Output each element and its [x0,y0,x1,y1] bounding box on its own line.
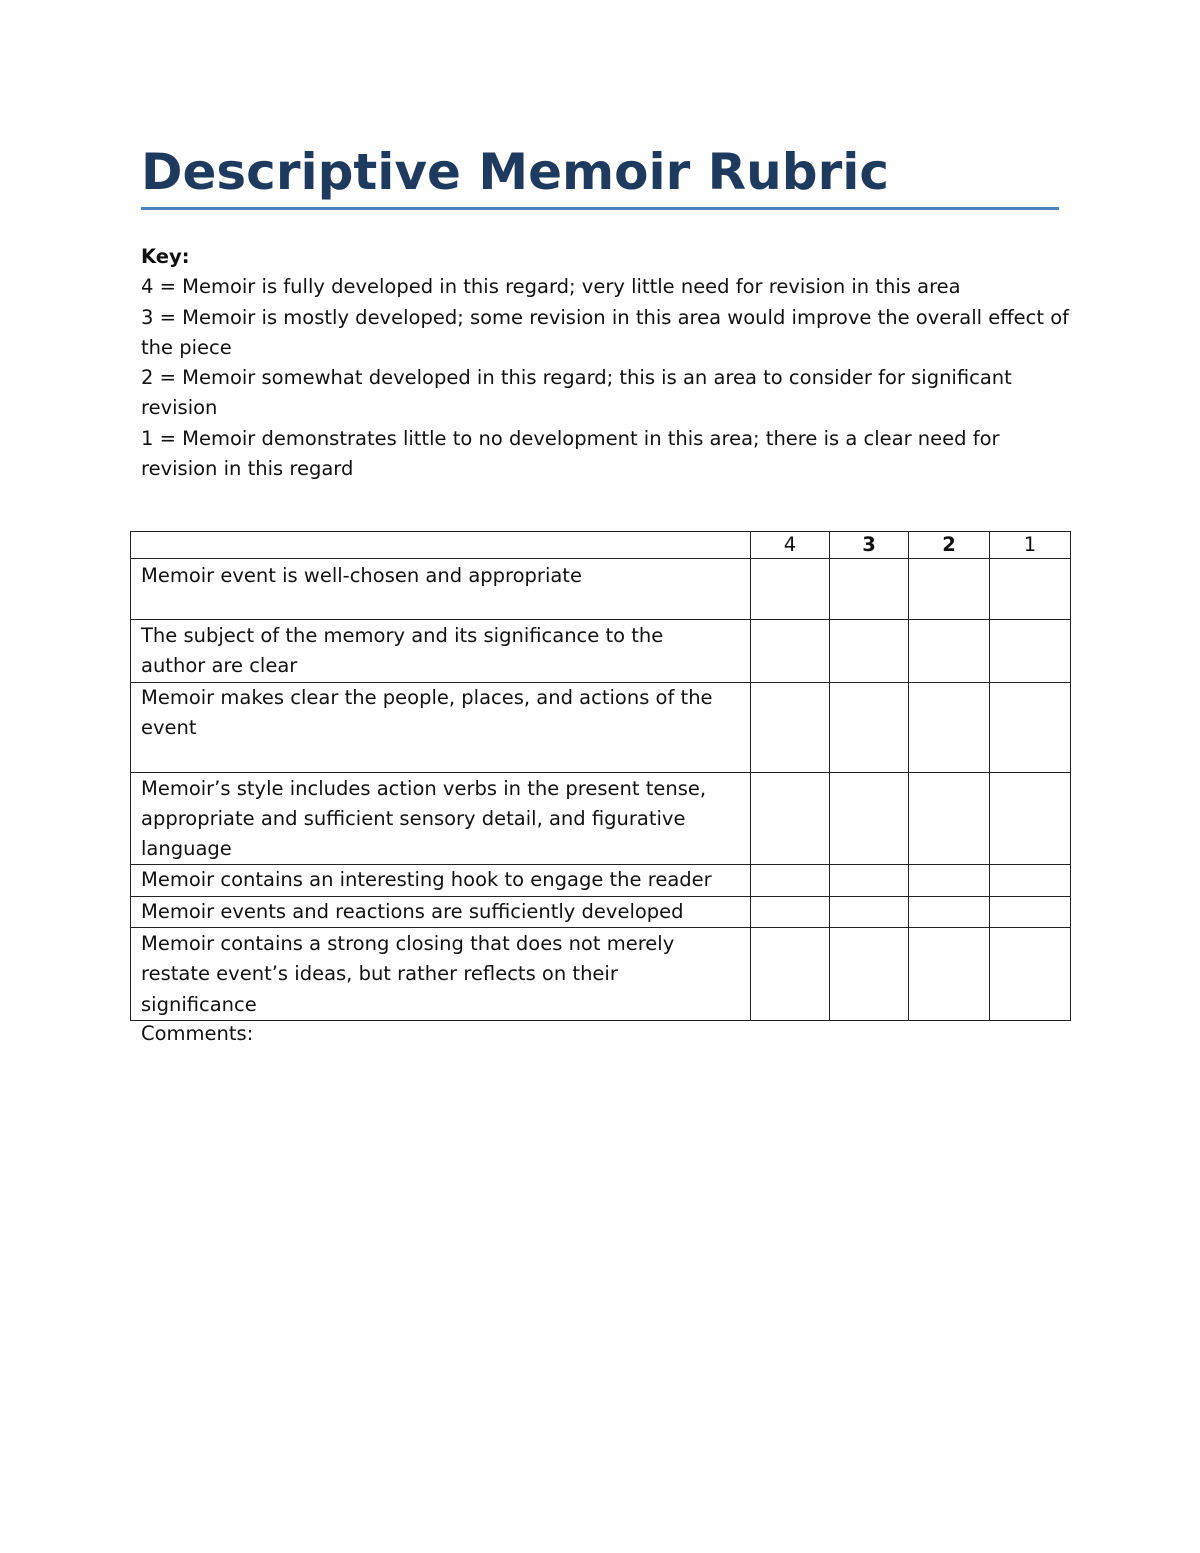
score-cell-1[interactable] [990,896,1071,927]
score-header-2: 2 [909,532,990,559]
table-row [131,865,1071,896]
key-line-2: 2 = Memoir somewhat developed in this regard; this is an area to consider for significant revision [141,366,1012,420]
table-row [131,928,1071,1021]
table-row [131,772,1071,865]
score-cell-3[interactable] [830,559,909,620]
score-header-3: 3 [830,532,909,559]
score-cell-2[interactable] [909,928,990,1021]
table-row [131,559,1071,620]
score-cell-1[interactable] [990,928,1071,1021]
score-cell-3[interactable] [830,682,909,772]
score-cell-1[interactable] [990,682,1071,772]
score-cell-3[interactable] [830,620,909,683]
criterion-text: Memoir contains a strong closing that does not merely restate event’s ideas, but rather reflects on their significance [141,932,675,1016]
table-row [131,620,1071,683]
score-cell-1[interactable] [990,865,1071,896]
criterion-cell [131,772,751,865]
key-line-4: 4 = Memoir is fully developed in this regard; very little need for revision in this area [141,275,961,299]
score-cell-4[interactable] [751,620,830,683]
criterion-cell [131,865,751,896]
table-row [131,682,1071,772]
criterion-cell [131,896,751,927]
rubric-table [130,531,1071,1021]
table-header-row [131,532,1071,559]
score-cell-4[interactable] [751,682,830,772]
score-cell-2[interactable] [909,896,990,927]
score-cell-4[interactable] [751,772,830,865]
score-cell-2[interactable] [909,559,990,620]
header-blank-cell [131,532,751,559]
criterion-text: Memoir makes clear the people, places, and actions of the event [141,685,713,739]
score-header-4: 4 [751,532,830,559]
score-cell-3[interactable] [830,896,909,927]
score-cell-2[interactable] [909,620,990,683]
score-cell-4[interactable] [751,928,830,1021]
key-line-1: 1 = Memoir demonstrates little to no development in this area; there is a clear need for revision in this regard [141,426,1000,481]
score-cell-2[interactable] [909,772,990,865]
criterion-text: Memoir event is well-chosen and appropriate [141,564,582,587]
score-cell-2[interactable] [909,682,990,772]
score-cell-3[interactable] [830,928,909,1021]
score-cell-3[interactable] [830,772,909,865]
score-cell-1[interactable] [990,620,1071,683]
criterion-text: Memoir’s style includes action verbs in the present tense, appropriate and sufficient sensory detail, and figurative language [141,776,707,861]
title-underline [141,207,1059,210]
criterion-text: The subject of the memory and its significance to the author are clear [141,624,664,678]
comments-label: Comments: [141,1022,254,1045]
criterion-text: Memoir events and reactions are sufficiently developed [141,899,684,923]
page-title: Descriptive Memoir Rubric [141,143,889,201]
score-cell-1[interactable] [990,559,1071,620]
score-cell-3[interactable] [830,865,909,896]
table-row [131,896,1071,927]
criterion-cell [131,559,751,620]
key-label: Key: [141,245,190,268]
score-cell-4[interactable] [751,559,830,620]
key-line-3: 3 = Memoir is mostly developed; some revision in this area would improve the overall effect of the piece [141,305,1070,359]
criterion-text: Memoir contains an interesting hook to engage the reader [141,868,712,892]
score-header-1: 1 [990,532,1071,559]
score-cell-1[interactable] [990,772,1071,865]
score-cell-4[interactable] [751,896,830,927]
criterion-cell [131,620,751,683]
criterion-cell [131,928,751,1021]
rubric-key [141,242,1076,484]
score-cell-4[interactable] [751,865,830,896]
score-cell-2[interactable] [909,865,990,896]
criterion-cell [131,682,751,772]
